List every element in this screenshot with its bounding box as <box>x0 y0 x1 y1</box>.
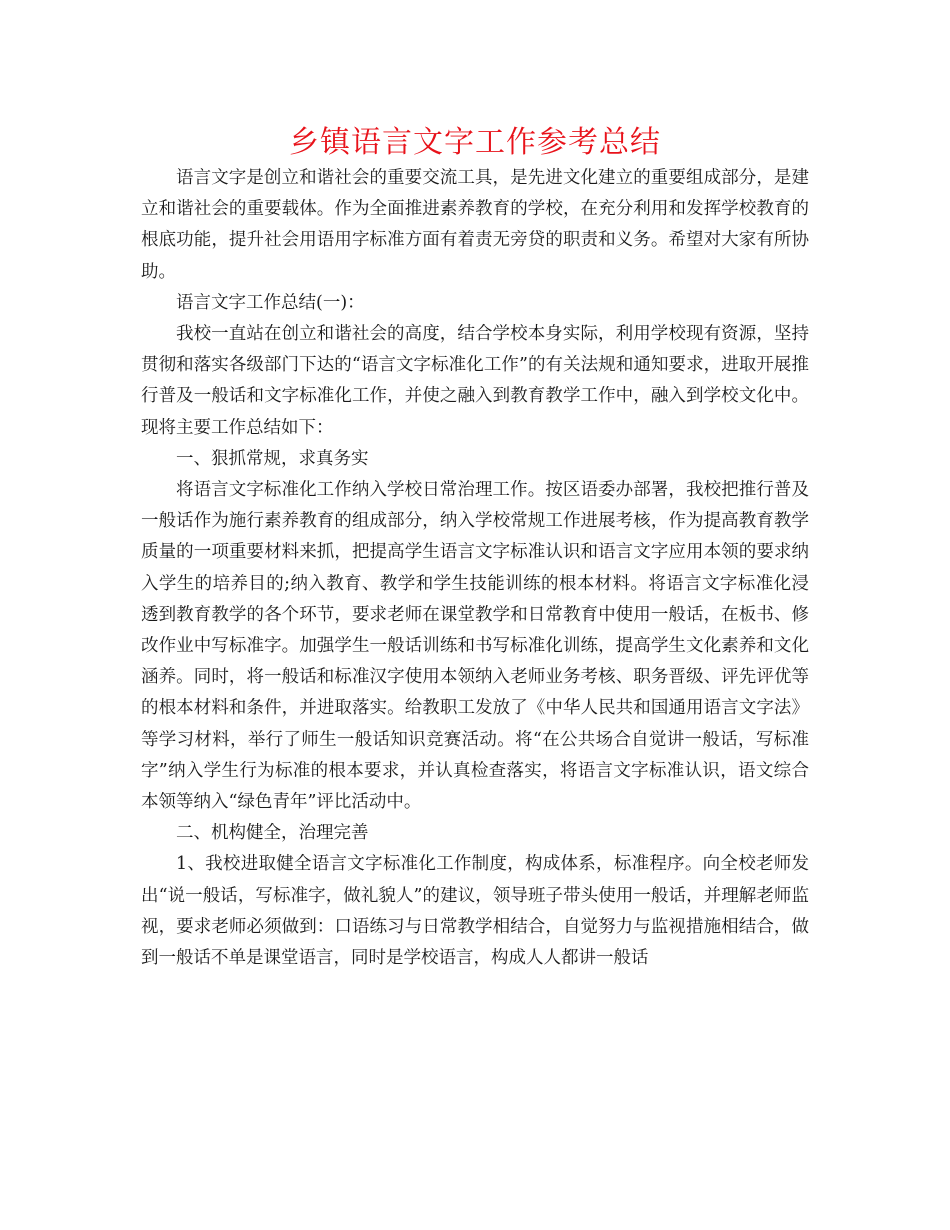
section-heading-summary-one: 语言文字工作总结(一)： <box>176 292 365 313</box>
organization-paragraph: 1、我校进取健全语言文字标准化工作制度，构成体系，标准程序。向全校老师发出“说一般话，写标准字，做礼貌人”的建议，领导班子带头使用一般话，并理解老师监视，要求老师必须做到：口语练习与日常教学相结合，自觉努力与监视措施相结合，做到一般话不单是课堂语言，同时是学校语言，构成人人都讲一般话 <box>141 854 809 969</box>
section-heading-organization: 二、机构健全，治理完善 <box>176 823 369 844</box>
overview-paragraph: 我校一直站在创立和谐社会的高度，结合学校本身实际，利用学校现有资源，坚持贯彻和落实各级部门下达的“语言文字标准化工作”的有关法规和通知要求，进取开展推行普及一般话和文字标准化工作，并使之融入到教育教学工作中，融入到学校文化中。现将主要工作总结如下： <box>141 324 809 438</box>
document-body <box>141 163 809 974</box>
intro-paragraph: 语言文字是创立和谐社会的重要交流工具，是先进文化建立的重要组成部分，是建立和谐社会的重要载体。作为全面推进素养教育的学校，在充分利用和发挥学校教育的根底功能，提升社会用语用字标准方面有着责无旁贷的职责和义务。希望对大家有所协助。 <box>141 168 809 282</box>
document-title: 乡镇语言文字工作参考总结 <box>289 125 661 160</box>
routine-paragraph: 将语言文字标准化工作纳入学校日常治理工作。按区语委办部署，我校把推行普及一般话作为施行素养教育的组成部分，纳入学校常规工作进展考核，作为提高教育教学质量的一项重要材料来抓，把提高学生语言文字标准认识和语言文字应用本领的要求纳入学生的培养目的;纳入教育、教学和学生技能训练的根本材料。将语言文字标准化浸透到教育教学的各个环节，要求老师在课堂教学和日常教育中使用一般话，在板书、修改作业中写标准字。加强学生一般话训练和书写标准化训练，提高学生文化素养和文化涵养。同时，将一般话和标准汉字使用本领纳入老师业务考核、职务晋级、评先评优等的根本材料和条件，并进取落实。给教职工发放了《中华人民共和国通用语言文字法》等学习材料，举行了师生一般话知识竞赛活动。将“在公共场合自觉讲一般话，写标准字”纳入学生行为标准的根本要求，并认真检查落实，将语言文字标准认识，语文综合本领等纳入“绿色青年”评比活动中。 <box>141 480 809 813</box>
section-heading-routine: 一、狠抓常规，求真务实 <box>176 448 369 469</box>
